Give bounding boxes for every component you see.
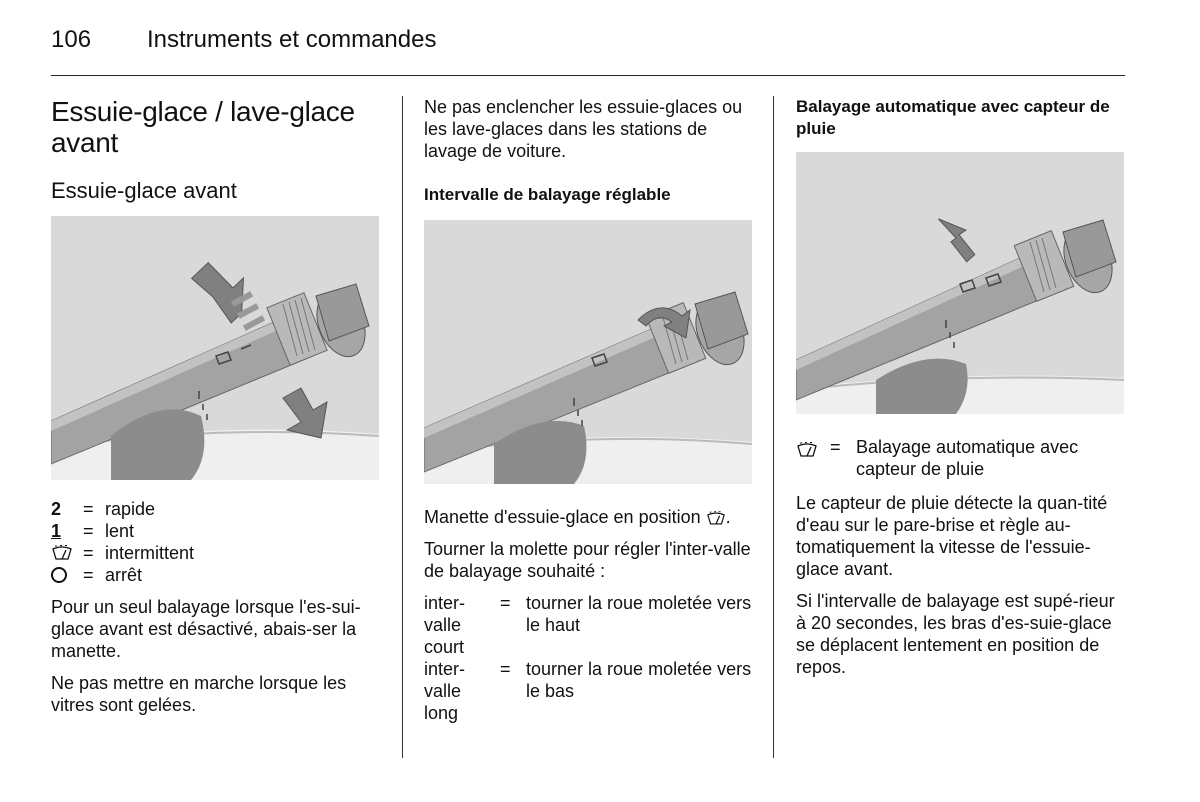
- definition-desc: tourner la roue moletée vers le bas: [526, 659, 752, 701]
- legend-row: [51, 564, 381, 586]
- legend-row: [51, 542, 381, 564]
- paragraph: Si l'intervalle de balayage est supé-rieur à 20 secondes, les bras d'es-suie-glace se déplacent lentement en position de repos.: [796, 591, 1115, 677]
- paragraph-text: .: [725, 507, 731, 527]
- column-divider: [402, 96, 403, 758]
- legend-label: Balayage automatique avec capteur de pluie: [856, 437, 1079, 479]
- header-rule: [51, 75, 1125, 76]
- definition-term: inter-valle long: [424, 659, 466, 723]
- definition-term: inter-valle court: [424, 593, 466, 657]
- off-circle-icon: [51, 567, 83, 583]
- section-heading: Intervalle de balayage réglable: [424, 185, 671, 204]
- rain-sensor-wiper-icon: [796, 436, 830, 480]
- definition-equals: =: [500, 593, 511, 613]
- wiper-stalk-rain-sensor-figure: [796, 152, 1124, 414]
- section-title: Instruments et commandes: [147, 26, 437, 53]
- legend-equals: =: [83, 565, 94, 585]
- rain-sensor-legend: [796, 436, 1126, 480]
- paragraph: Le capteur de pluie détecte la quan-tité d'eau sur le pare-brise et règle au-tomatiquement la vitesse de l'essuie-glace avant.: [796, 493, 1108, 579]
- legend-row: [51, 520, 381, 542]
- legend-equals: =: [83, 521, 94, 541]
- wiper-interval-icon: [706, 507, 726, 527]
- legend-symbol: 2: [51, 499, 62, 519]
- legend-symbol: 1: [51, 521, 62, 541]
- paragraph: [424, 506, 754, 528]
- column-2: [424, 96, 754, 724]
- definition-desc: tourner la roue moletée vers le haut: [526, 593, 752, 635]
- paragraph: Ne pas enclencher les essuie-glaces ou les lave-glaces dans les stations de lavage de voiture.: [424, 97, 743, 161]
- subsection-title: Essuie-glace avant: [51, 178, 237, 203]
- paragraph: Pour un seul balayage lorsque l'es-sui-glace avant est désactivé, abais-ser la manette.: [51, 597, 361, 661]
- legend-label: rapide: [105, 499, 156, 519]
- legend-label: lent: [105, 521, 135, 541]
- paragraph: Tourner la molette pour régler l'inter-valle de balayage souhaité :: [424, 539, 751, 581]
- legend-row: [51, 498, 381, 520]
- wiper-interval-icon: [51, 545, 83, 561]
- column-3: [796, 96, 1126, 688]
- definition-row: [424, 658, 754, 724]
- wiper-legend: [51, 498, 381, 586]
- legend-label: arrêt: [105, 565, 143, 585]
- page-header: [51, 26, 436, 54]
- paragraph: Ne pas mettre en marche lorsque les vitres sont gelées.: [51, 673, 347, 715]
- section-heading: Balayage automatique avec capteur de pluie: [796, 97, 1110, 138]
- definition-row: [424, 592, 754, 658]
- page-title: Essuie-glace / lave-glace avant: [51, 96, 355, 158]
- definition-equals: =: [500, 659, 511, 679]
- legend-equals: =: [83, 543, 94, 563]
- wiper-stalk-thumbwheel-figure: [424, 220, 752, 484]
- column-1: [51, 96, 381, 726]
- legend-equals: =: [830, 437, 841, 457]
- legend-equals: =: [83, 499, 94, 519]
- interval-definitions: [424, 592, 754, 724]
- legend-label: intermittent: [105, 543, 195, 563]
- wiper-stalk-figure: [51, 216, 379, 480]
- column-divider: [773, 96, 774, 758]
- paragraph-text: Manette d'essuie-glace en position: [424, 507, 701, 527]
- page-number: 106: [51, 26, 92, 53]
